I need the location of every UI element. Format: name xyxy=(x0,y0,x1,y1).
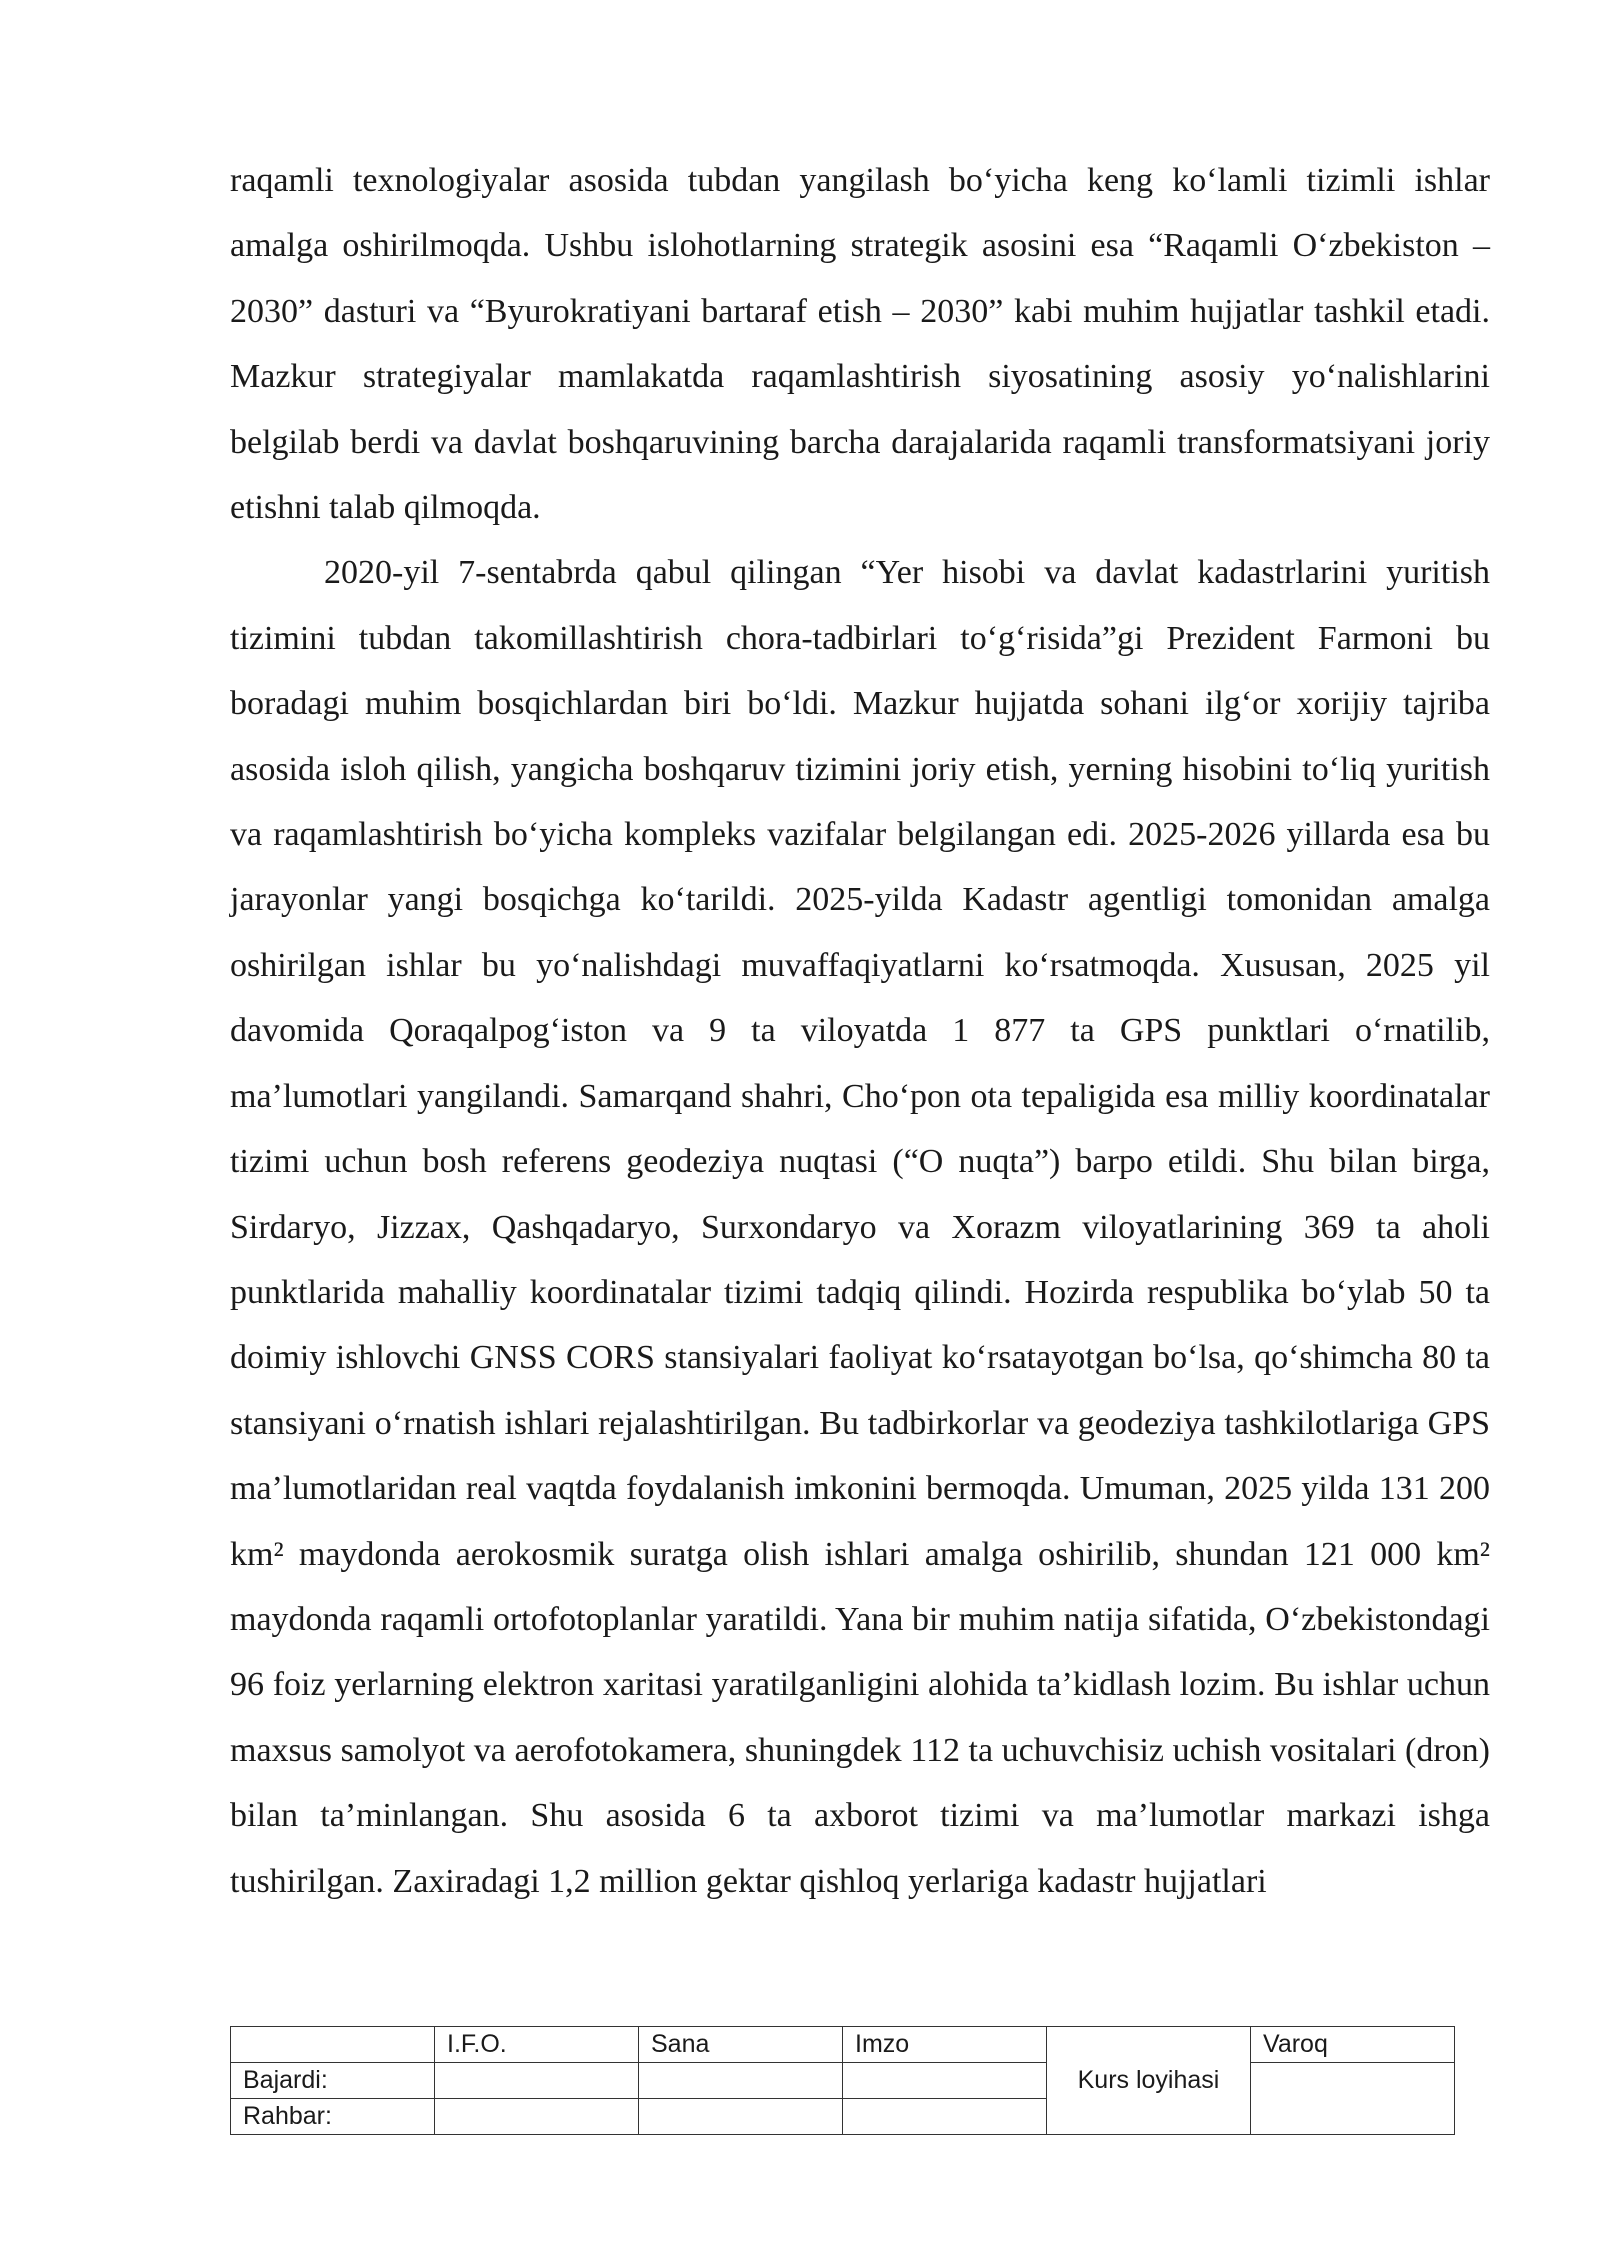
sana-header: Sana xyxy=(639,2027,843,2063)
ifo-header: I.F.O. xyxy=(435,2027,639,2063)
rahbar-label: Rahbar: xyxy=(231,2099,435,2135)
varoq-header: Varoq xyxy=(1251,2027,1455,2063)
bajardi-name-cell xyxy=(435,2063,639,2099)
varoq-value xyxy=(1251,2063,1455,2135)
body-text xyxy=(230,148,1490,1914)
title-block-table xyxy=(230,2026,1455,2135)
title-block-header-row xyxy=(231,2027,1455,2063)
bajardi-label: Bajardi: xyxy=(231,2063,435,2099)
rahbar-name-cell xyxy=(435,2099,639,2135)
title-block-empty-cell xyxy=(231,2027,435,2063)
course-project-title: Kurs loyihasi xyxy=(1047,2027,1251,2135)
imzo-header: Imzo xyxy=(843,2027,1047,2063)
bajardi-signature-cell xyxy=(843,2063,1047,2099)
rahbar-signature-cell xyxy=(843,2099,1047,2135)
paragraph: raqamli texnologiyalar asosida tubdan yangilash bo‘yicha keng ko‘lamli tizimli ishlar amalga oshirilmoqda. Ushbu islohotlarning strategik asosini esa “Raqamli O‘zbekiston – 2030” dasturi va “Byurokratiyani bartaraf etish – 2030” kabi muhim hujjatlar tashkil etadi. Mazkur strategiyalar mamlakatda raqamlashtirish siyosatining asosiy yo‘nalishlarini belgilab berdi va davlat boshqaruvining barcha darajalarida raqamli transformatsiyani joriy etishni talab qilmoqda. xyxy=(230,162,1490,527)
bajardi-row xyxy=(231,2063,1455,2099)
rahbar-date-cell xyxy=(639,2099,843,2135)
bajardi-date-cell xyxy=(639,2063,843,2099)
paragraph: 2020-yil 7-sentabrda qabul qilingan “Yer hisobi va davlat kadastrlarini yuritish tizimini tubdan takomillashtirish chora-tadbirlari to‘g‘risida”gi Prezident Farmoni bu boradagi muhim bosqichlardan biri bo‘ldi. Mazkur hujjatda sohani ilg‘or xorijiy tajriba asosida isloh qilish, yangicha boshqaruv tizimini joriy etish, yerning hisobini to‘liq yuritish va raqamlashtirish bo‘yicha kompleks vazifalar belgilangan edi. 2025-2026 yillarda esa bu jarayonlar yangi bosqichga ko‘tarildi. 2025-yilda Kadastr agentligi tomonidan amalga oshirilgan ishlar bu yo‘nalishdagi muvaffaqiyatlarni ko‘rsatmoqda. Xususan, 2025 yil davomida Qoraqalpog‘iston va 9 ta viloyatda 1 877 ta GPS punktlari o‘rnatilib, ma’lumotlari yangilandi. Samarqand shahri, Cho‘pon ota tepaligida esa milliy koordinatalar tizimi uchun bosh referens geodeziya nuqtasi (“O nuqta”) barpo etildi. Shu bilan birga, Sirdaryo, Jizzax, Qashqadaryo, Surxondaryo va Xorazm viloyatlarining 369 ta aholi punktlarida mahalliy koordinatalar tizimi tadqiq qilindi. Hozirda respublika bo‘ylab 50 ta doimiy ishlovchi GNSS CORS stansiyalari faoliyat ko‘rsatayotgan bo‘lsa, qo‘shimcha 80 ta stansiyani o‘rnatish ishlari rejalashtirilgan. Bu tadbirkorlar va geodeziya tashkilotlariga GPS ma’lumotlaridan real vaqtda foydalanish imkonini bermoqda. Umuman, 2025 yilda 131 200 km² maydonda aerokosmik suratga olish ishlari amalga oshirilib, shundan 121 000 km² maydonda raqamli ortofotoplanlar yaratildi. Yana bir muhim natija sifatida, O‘zbekistondagi 96 foiz yerlarning elektron xaritasi yaratilganligini alohida ta’kidlash lozim. Bu ishlar uchun maxsus samolyot va aerofotokamera, shuningdek 112 ta uchuvchisiz uchish vositalari (dron) bilan ta’minlangan. Shu asosida 6 ta axborot tizimi va ma’lumotlar markazi ishga tushirilgan. Zaxiradagi 1,2 million gektar qishloq yerlariga kadastr hujjatlari xyxy=(230,554,1490,1900)
